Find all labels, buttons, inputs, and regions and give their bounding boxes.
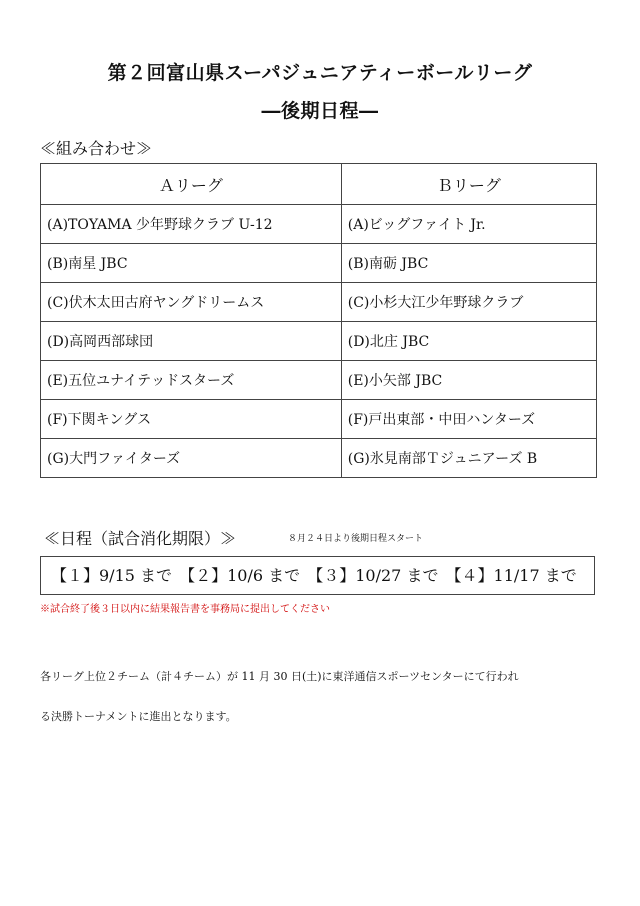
table-header-row	[41, 164, 597, 205]
page-title: 第２回富山県スーパジュニアティーボールリーグ	[107, 62, 533, 84]
team-cell: (C)小杉大江少年野球クラブ	[341, 283, 596, 322]
league-b-header: Ｂリーグ	[341, 164, 596, 205]
league-a-header: Ａリーグ	[41, 164, 342, 205]
deadline-2: 【２】10/6 まで	[179, 566, 301, 585]
team-cell: (B)南星 JBC	[41, 244, 342, 283]
league-table	[40, 163, 597, 478]
finals-note-line1: 各リーグ上位２チーム（計４チーム）が 11 月 30 日(土)に東洋通信スポーツセンターにて行われ	[40, 670, 519, 683]
deadline-1: 【１】9/15 まで	[51, 566, 173, 585]
deadline-4: 【４】11/17 まで	[445, 566, 577, 585]
team-cell: (G)大門ファイターズ	[41, 439, 342, 478]
schedule-start-note: ８月２４日より後期日程スタート	[288, 534, 424, 544]
deadline-box	[40, 556, 595, 595]
table-row	[41, 439, 597, 478]
team-cell: (F)下関キングス	[41, 400, 342, 439]
table-row	[41, 283, 597, 322]
team-cell: (F)戸出東部・中田ハンターズ	[341, 400, 596, 439]
deadline-3: 【３】10/27 まで	[307, 566, 439, 585]
report-warning: ※試合終了後３日以内に結果報告書を事務局に提出してください	[40, 604, 330, 615]
team-cell: (D)北庄 JBC	[341, 322, 596, 361]
team-cell: (G)氷見南部Ｔジュニアーズ B	[341, 439, 596, 478]
team-cell: (E)小矢部 JBC	[341, 361, 596, 400]
table-row	[41, 361, 597, 400]
table-row	[41, 400, 597, 439]
schedule-heading: ≪日程（試合消化期限）≫	[44, 529, 237, 548]
page-subtitle: ―後期日程―	[261, 100, 379, 122]
team-cell: (A)ビッグファイト Jr.	[341, 205, 596, 244]
team-cell: (C)伏木太田古府ヤングドリームス	[41, 283, 342, 322]
team-cell: (A)TOYAMA 少年野球クラブ U-12	[41, 205, 342, 244]
team-cell: (E)五位ユナイテッドスターズ	[41, 361, 342, 400]
team-cell: (B)南砺 JBC	[341, 244, 596, 283]
combinations-heading: ≪組み合わせ≫	[40, 139, 153, 158]
team-cell: (D)高岡西部球団	[41, 322, 342, 361]
table-row	[41, 205, 597, 244]
table-row	[41, 244, 597, 283]
finals-note-line2: る決勝トーナメントに進出となります。	[40, 710, 237, 723]
table-row	[41, 322, 597, 361]
